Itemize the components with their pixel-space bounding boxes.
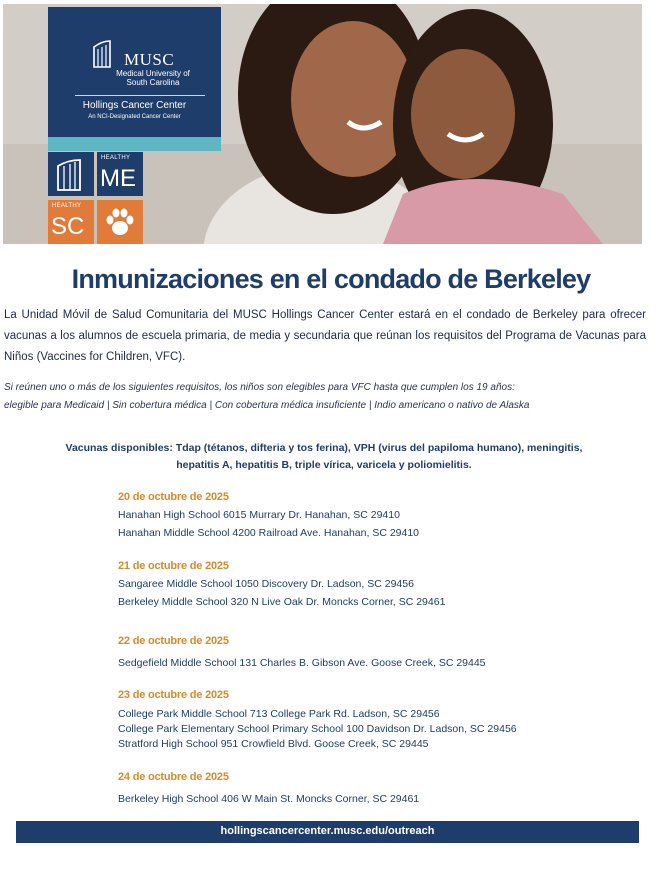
clemson-paw-tile [97,200,143,244]
schedule-date: 20 de octubre de 2025 [118,491,229,503]
schedule-location: Berkeley Middle School 320 N Live Oak Dr. Moncks Corner, SC 29461 [118,596,446,608]
footer-url-link[interactable]: hollingscancercenter.musc.edu/outreach [220,825,435,837]
nci-designation: An NCI-Designated Cancer Center [88,114,181,120]
eligibility-line-1: Si reúnen uno o más de los siguientes requisitos, los niños son elegibles para VFC hasta que cumplen los 19 años: [4,382,515,393]
schedule-location: College Park Elementary School Primary School 100 Davidson Dr. Ladson, SC 29456 [118,723,517,735]
hollings-center-name: Hollings Cancer Center [82,100,187,111]
musc-tile [48,152,94,196]
healthy-me-big: ME [100,165,136,192]
paw-print-icon [97,200,143,244]
schedule-date: 21 de octubre de 2025 [118,560,229,572]
vaccines-line-2: hepatitis A, hepatitis B, triple vírica, varicela y poliomielitis. [176,459,472,471]
schedule-location: College Park Middle School 713 College Park Rd. Ladson, SC 29456 [118,708,440,720]
schedule-location: Sedgefield Middle School 131 Charles B. Gibson Ave. Goose Creek, SC 29445 [118,657,486,669]
musc-building-logo-icon [92,39,120,69]
healthy-me-tile [97,152,143,196]
intro-paragraph: La Unidad Móvil de Salud Comunitaria del MUSC Hollings Cancer Center estará en el condado de Berkeley para ofrecer vacunas a los alumnos de escuela primaria, de media y secundaria que reúnan los requisitos del Programa de Vacunas para Niños (Vaccines for Children, VFC). [4,309,646,363]
healthy-sc-big: SC [51,213,85,240]
page-title: Inmunizaciones en el condado de Berkeley [71,264,591,294]
healthy-me-label: HEALTHY [101,155,131,161]
healthy-sc-label: HEALTHY [52,203,82,209]
schedule-date: 24 de octubre de 2025 [118,771,229,783]
schedule-location: Sangaree Middle School 1050 Discovery Dr. Ladson, SC 29456 [118,578,414,590]
vaccines-available [64,440,584,474]
musc-subtitle: Medical University of South Carolina [116,69,190,87]
brand-divider [75,95,205,96]
schedule-location: Hanahan High School 6015 Murrary Dr. Hanahan, SC 29410 [118,509,400,521]
schedule-location: Berkeley High School 406 W Main St. Moncks Corner, SC 29461 [118,793,420,805]
healthy-sc-tile [48,200,94,244]
schedule-location: Hanahan Middle School 4200 Railroad Ave. Hanahan, SC 29410 [118,527,420,539]
eligibility-block [4,379,624,415]
musc-wordmark: MUSC [124,50,175,69]
brand-teal-stripe [48,137,221,151]
footer-bar [16,821,639,843]
schedule-date: 22 de octubre de 2025 [118,635,229,647]
eligibility-line-2: elegible para Medicaid | Sin cobertura médica | Con cobertura médica insuficiente | Indio americano o nativo de Alaska [4,400,530,411]
schedule-date: 23 de octubre de 2025 [118,689,229,701]
hero-banner [3,4,642,244]
musc-brand-card [48,7,221,137]
schedule-location: Stratford High School 951 Crowfield Blvd. Goose Creek, SC 29445 [118,738,429,750]
musc-tile-building-icon [48,152,94,196]
vaccines-line-1: Vacunas disponibles: Tdap (tétanos, difteria y tos ferina), VPH (virus del papiloma humano), meningitis, [65,442,583,454]
